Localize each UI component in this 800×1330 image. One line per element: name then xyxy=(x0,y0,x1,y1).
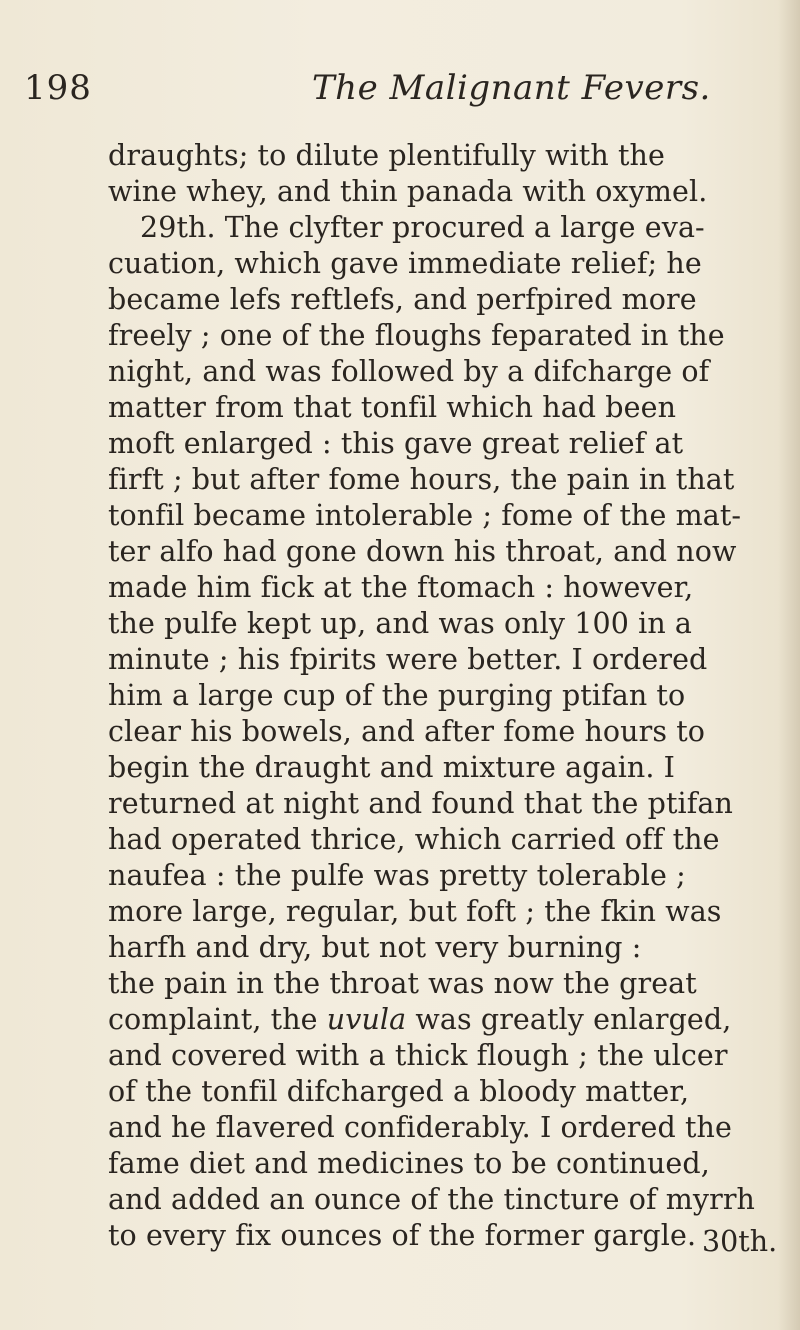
text-line: and he flavered confiderably. I ordered the xyxy=(108,1111,732,1144)
text-line: 29th. The clyfter procured a large eva- xyxy=(140,211,705,244)
text-line: freely ; one of the floughs feparated in the xyxy=(108,319,725,352)
catchword: 30th. xyxy=(702,1225,778,1258)
text-line: returned at night and found that the ptifan xyxy=(108,787,733,820)
page-number: 198 xyxy=(24,68,92,108)
text-line: fame diet and medicines to be continued, xyxy=(108,1147,710,1180)
text-line: minute ; his fpirits were better. I ordered xyxy=(108,643,708,676)
text-line: cuation, which gave immediate relief; he xyxy=(108,247,702,280)
text-run: was greatly enlarged, xyxy=(415,1003,732,1036)
text-line: became lefs reftlefs, and perfpired more xyxy=(108,283,697,316)
text-line: ter alfo had gone down his throat, and now xyxy=(108,535,737,568)
text-run: complaint, the xyxy=(108,1003,318,1036)
text-line: more large, regular, but foft ; the fkin was xyxy=(108,895,722,928)
page-header xyxy=(0,62,800,112)
text-line: had operated thrice, which carried off the xyxy=(108,823,720,856)
text-line: night, and was followed by a difcharge of xyxy=(108,355,710,388)
text-line: to every fix ounces of the former gargle. xyxy=(108,1219,697,1252)
page-edge-shadow xyxy=(778,0,800,1330)
text-line xyxy=(108,1000,731,1040)
text-line: matter from that tonfil which had been xyxy=(108,391,677,424)
text-line: him a large cup of the purging ptifan to xyxy=(108,679,686,712)
text-line: begin the draught and mixture again. I xyxy=(108,751,676,784)
text-line: and covered with a thick flough ; the ulcer xyxy=(108,1039,728,1072)
text-line: and added an ounce of the tincture of myrrh xyxy=(108,1183,755,1216)
text-line: of the tonfil difcharged a bloody matter, xyxy=(108,1075,690,1108)
text-line: made him fick at the ftomach : however, xyxy=(108,571,694,604)
running-head: The Malignant Fevers. xyxy=(312,68,711,108)
text-line: wine whey, and thin panada with oxymel. xyxy=(108,175,708,208)
text-line: draughts; to dilute plentifully with the xyxy=(108,139,665,172)
text-line: the pulfe kept up, and was only 100 in a xyxy=(108,607,693,640)
text-line: the pain in the throat was now the great xyxy=(108,967,697,1000)
italic-term: uvula xyxy=(326,1003,407,1036)
text-line: tonfil became intolerable ; fome of the mat- xyxy=(108,499,742,532)
text-line: naufea : the pulfe was pretty tolerable ; xyxy=(108,859,686,892)
text-line: harfh and dry, but not very burning : xyxy=(108,931,642,964)
text-line: firft ; but after fome hours, the pain in that xyxy=(108,463,735,496)
text-line: clear his bowels, and after fome hours to xyxy=(108,715,706,748)
text-line: moft enlarged : this gave great relief at xyxy=(108,427,684,460)
